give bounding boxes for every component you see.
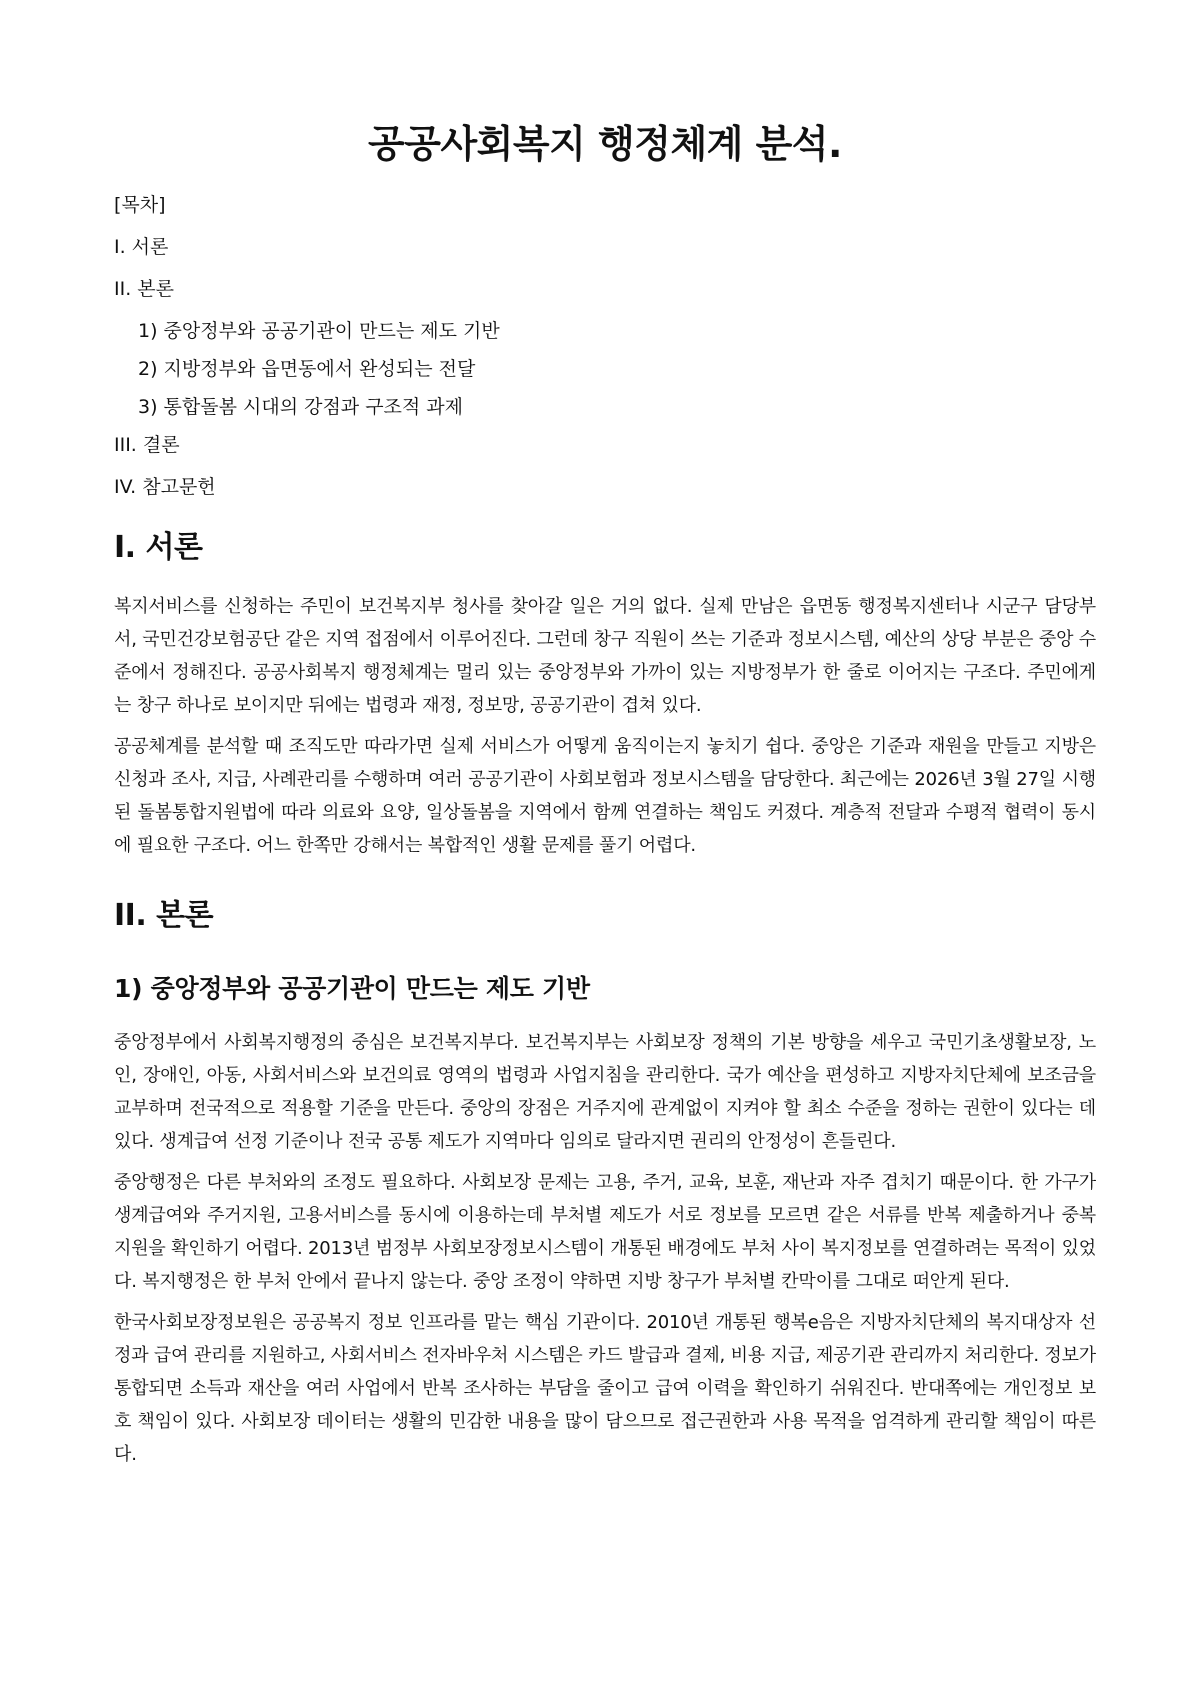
section-main-body [114,896,1096,1471]
toc-subitem: 3) 통합돌봄 시대의 강점과 구조적 과제 [138,396,464,418]
toc-item: IV. 참고문헌 [114,476,216,498]
toc-item: III. 결론 [114,434,180,456]
toc-item: I. 서론 [114,236,169,258]
section-heading: II. 본론 [114,898,214,933]
section-heading: I. 서론 [114,530,203,565]
toc-subitem: 2) 지방정부와 읍면동에서 완성되는 전달 [138,358,476,380]
table-of-contents [114,192,1096,500]
paragraph: 복지서비스를 신청하는 주민이 보건복지부 청사를 찾아갈 일은 거의 없다. 실제 만남은 읍면동 행정복지센터나 시군구 담당부서, 국민건강보험공단 같은 지역 접점에서 이루어진다. 그런데 창구 직원이 쓰는 기준과 정보시스템, 예산의 상당 부분은 중앙 수준에서 정해진다. 공공사회복지 행정체계는 멀리 있는 중앙정부와 가까이 있는 지방정부가 한 줄로 이어지는 구조다. 주민에게는 창구 하나로 보이지만 뒤에는 법령과 재정, 정보망, 공공기관이 겹쳐 있다. [114,596,1096,716]
toc-item: II. 본론 [114,278,174,300]
paragraph: 중앙정부에서 사회복지행정의 중심은 보건복지부다. 보건복지부는 사회보장 정책의 기본 방향을 세우고 국민기초생활보장, 노인, 장애인, 아동, 사회서비스와 보건의료 영역의 법령과 사업지침을 관리한다. 국가 예산을 편성하고 지방자치단체에 보조금을 교부하며 전국적으로 적용할 기준을 만든다. 중앙의 장점은 거주지에 관계없이 지켜야 할 최소 수준을 정하는 권한이 있다는 데 있다. 생계급여 선정 기준이나 전국 공통 제도가 지역마다 임의로 달라지면 권리의 안정성이 흔들린다. [114,1032,1096,1152]
document-title: 공공사회복지 행정체계 분석. [368,122,842,166]
subsection-heading: 1) 중앙정부와 공공기관이 만드는 제도 기반 [114,974,590,1003]
toc-subitem: 1) 중앙정부와 공공기관이 만드는 제도 기반 [138,320,500,342]
paragraph: 한국사회보장정보원은 공공복지 정보 인프라를 맡는 핵심 기관이다. 2010년 개통된 행복e음은 지방자치단체의 복지대상자 선정과 급여 관리를 지원하고, 사회서비스 전자바우처 시스템은 카드 발급과 결제, 비용 지급, 제공기관 관리까지 처리한다. 정보가 통합되면 소득과 재산을 여러 사업에서 반복 조사하는 부담을 줄이고 급여 이력을 확인하기 쉬워진다. 반대쪽에는 개인정보 보호 책임이 있다. 사회보장 데이터는 생활의 민감한 내용을 많이 담으므로 접근권한과 사용 목적을 엄격하게 관리할 책임이 따른다. [114,1312,1096,1465]
subsection-central-government [114,972,1096,1471]
paragraph: 중앙행정은 다른 부처와의 조정도 필요하다. 사회보장 문제는 고용, 주거, 교육, 보훈, 재난과 자주 겹치기 때문이다. 한 가구가 생계급여와 주거지원, 고용서비스를 동시에 이용하는데 부처별 제도가 서로 정보를 모르면 같은 서류를 반복 제출하거나 중복 지원을 확인하기 어렵다. 2013년 범정부 사회보장정보시스템이 개통된 배경에도 부처 사이 복지정보를 연결하려는 목적이 있었다. 복지행정은 한 부처 안에서 끝나지 않는다. 중앙 조정이 약하면 지방 창구가 부처별 칸막이를 그대로 떠안게 된다. [114,1172,1096,1292]
toc-heading: [목차] [114,194,166,216]
section-introduction [114,528,1096,862]
paragraph: 공공체계를 분석할 때 조직도만 따라가면 실제 서비스가 어떻게 움직이는지 놓치기 쉽다. 중앙은 기준과 재원을 만들고 지방은 신청과 조사, 지급, 사례관리를 수행하며 여러 공공기관이 사회보험과 정보시스템을 담당한다. 최근에는 2026년 3월 27일 시행된 돌봄통합지원법에 따라 의료와 요양, 일상돌봄을 지역에서 함께 연결하는 책임도 커졌다. 계층적 전달과 수평적 협력이 동시에 필요한 구조다. 어느 한쪽만 강해서는 복합적인 생활 문제를 풀기 어렵다. [114,736,1096,856]
